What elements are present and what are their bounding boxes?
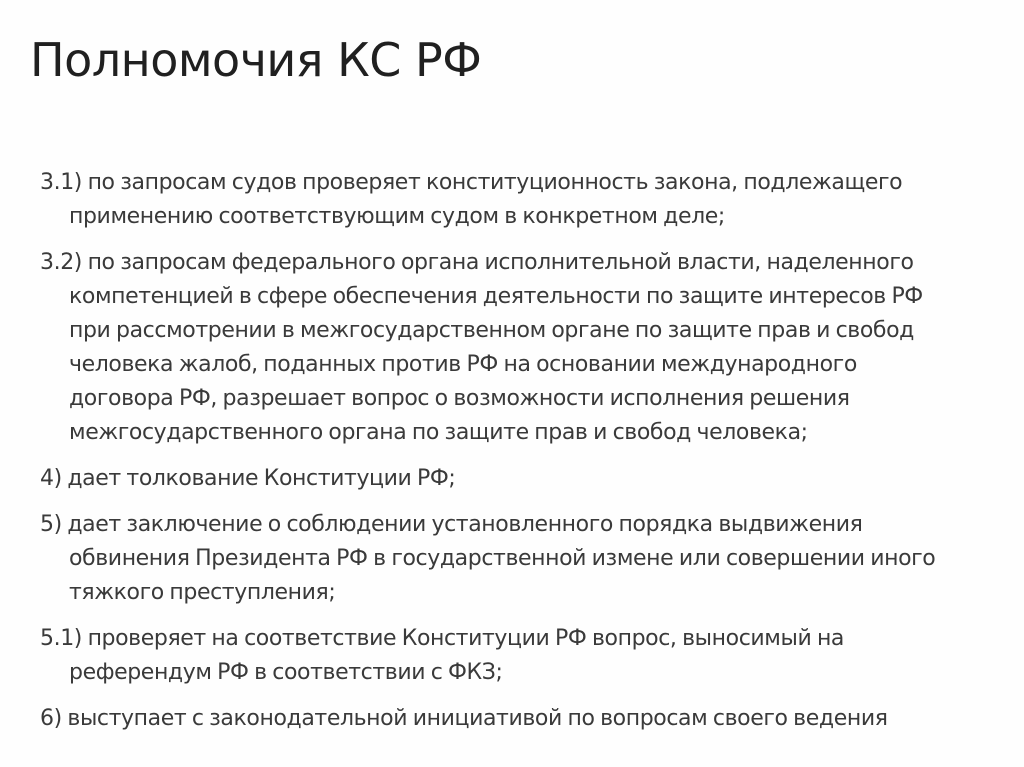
list-item <box>40 622 1020 690</box>
list-item <box>40 462 1020 496</box>
item-text-line: 5.1) проверяет на соответствие Конституции РФ вопрос, выносимый на <box>40 626 845 651</box>
powers-list <box>40 166 1020 736</box>
item-text-line: обвинения Президента РФ в государственной измене или совершении иного <box>69 546 936 571</box>
item-text-line: межгосударственного органа по защите прав и свобод человека; <box>69 420 808 445</box>
item-text-line: 5) дает заключение о соблюдении установленного порядка выдвижения <box>40 512 863 537</box>
list-item <box>40 702 1020 736</box>
list-item <box>40 166 1020 234</box>
item-text-line: тяжкого преступления; <box>69 580 336 605</box>
item-text-line: при рассмотрении в межгосударственном органе по защите прав и свобод <box>69 318 914 343</box>
item-text-line: 3.1) по запросам судов проверяет конституционность закона, подлежащего <box>40 170 903 195</box>
list-item <box>40 246 1020 450</box>
item-text-line: человека жалоб, поданных против РФ на основании международного <box>69 352 857 377</box>
item-text-line: компетенцией в сфере обеспечения деятельности по защите интересов РФ <box>69 284 923 309</box>
item-text-line: 4) дает толкование Конституции РФ; <box>40 466 456 491</box>
item-text-line: 6) выступает с законодательной инициативой по вопросам своего ведения <box>40 706 888 731</box>
item-text-line: договора РФ, разрешает вопрос о возможности исполнения решения <box>69 386 850 411</box>
slide-title: Полномочия КС РФ <box>30 33 482 87</box>
item-text-line: применению соответствующим судом в конкретном деле; <box>69 204 725 229</box>
item-text-line: референдум РФ в соответствии с ФКЗ; <box>69 660 503 685</box>
item-text-line: 3.2) по запросам федерального органа исполнительной власти, наделенного <box>40 250 914 275</box>
list-item <box>40 508 1020 610</box>
